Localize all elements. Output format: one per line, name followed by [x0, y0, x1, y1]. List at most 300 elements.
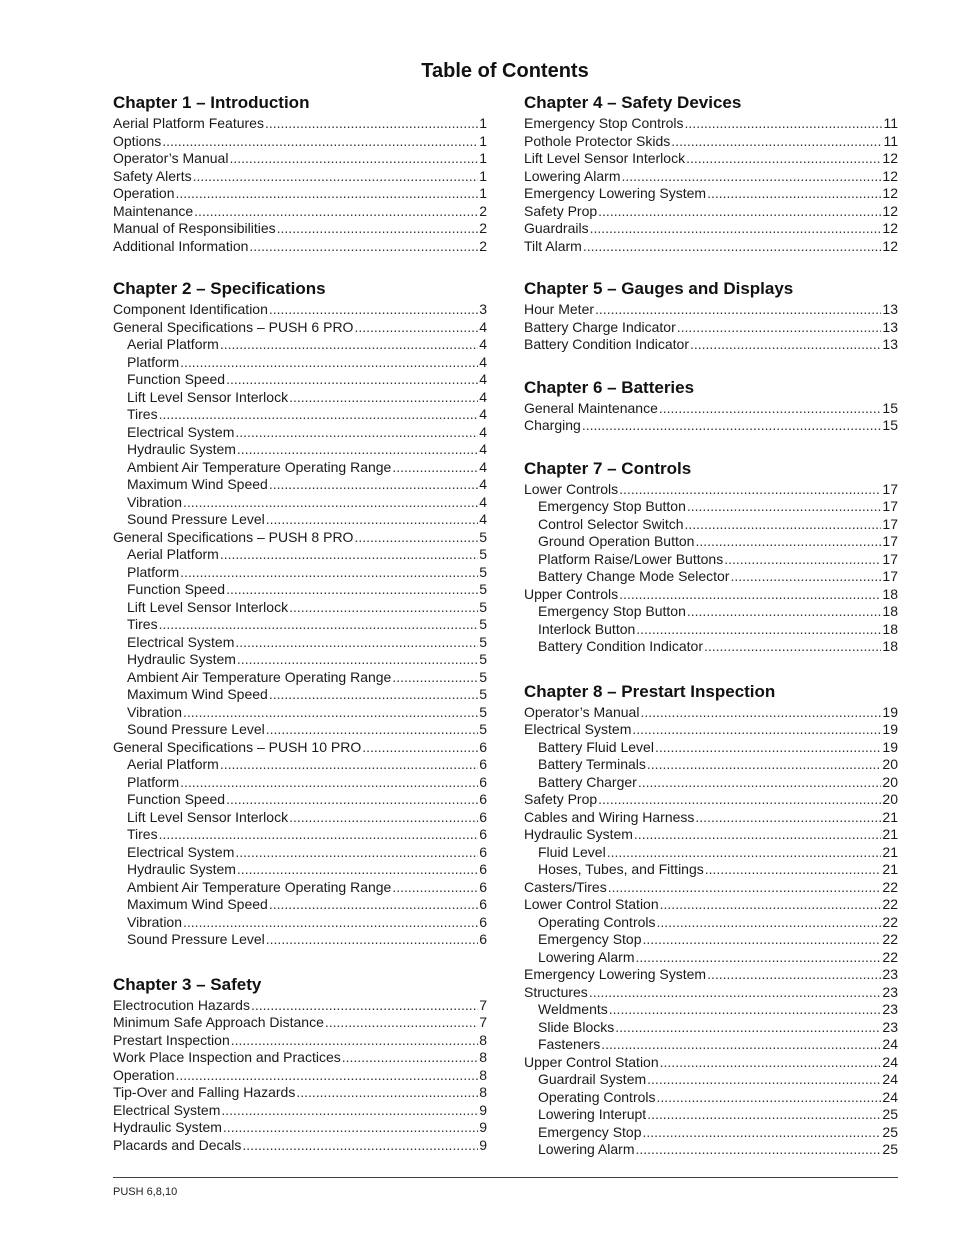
chapter-heading[interactable]: Chapter 3 – Safety — [113, 974, 262, 994]
toc-entry[interactable] — [113, 1014, 487, 1032]
toc-subentry[interactable] — [113, 861, 487, 879]
toc-subentry[interactable] — [113, 441, 487, 459]
toc-subentry[interactable] — [524, 516, 898, 534]
toc-subentry[interactable] — [113, 879, 487, 897]
toc-entry-label: Ground Operation Button — [538, 533, 695, 549]
chapter-heading[interactable]: Chapter 2 – Specifications — [113, 279, 326, 298]
dot-leader — [180, 354, 478, 372]
toc-subentry[interactable] — [524, 533, 898, 551]
toc-subentry[interactable] — [113, 581, 487, 599]
toc-entry[interactable] — [113, 997, 487, 1015]
toc-entry[interactable] — [524, 319, 898, 337]
toc-entry-label: Function Speed — [127, 371, 226, 387]
toc-page-number: 22 — [882, 913, 898, 930]
toc-entry-label: Lowering Alarm — [538, 948, 635, 965]
toc-entry-label: Maximum Wind Speed — [127, 686, 268, 702]
toc-page-number: 18 — [882, 603, 898, 619]
toc-entry[interactable] — [524, 791, 898, 809]
toc-entry-label: Electrocution Hazards — [113, 996, 250, 1013]
toc-subentry[interactable] — [113, 931, 487, 949]
toc-subentry[interactable] — [113, 826, 487, 844]
toc-page-number: 8 — [479, 1084, 487, 1100]
dot-leader — [598, 203, 881, 221]
toc-page-number: 4 — [479, 406, 487, 422]
dot-leader — [289, 809, 478, 827]
toc-entry[interactable] — [113, 1032, 487, 1050]
toc-page-number: 3 — [479, 301, 487, 317]
dot-leader — [601, 1036, 881, 1054]
toc-page-number: 17 — [882, 515, 898, 532]
toc-subentry[interactable] — [524, 621, 898, 639]
toc-subentry[interactable] — [524, 949, 898, 967]
toc-page-number: 20 — [882, 791, 898, 807]
toc-page-number: 18 — [882, 620, 898, 637]
toc-entry[interactable] — [524, 238, 898, 256]
chapter-heading[interactable]: Chapter 6 – Batteries — [524, 377, 695, 397]
toc-entry-label: Fluid Level — [538, 843, 606, 860]
toc-page-number: 2 — [479, 220, 487, 236]
dot-leader — [193, 168, 479, 186]
toc-subentry[interactable] — [524, 603, 898, 621]
toc-entry[interactable] — [113, 133, 487, 151]
dot-leader — [583, 238, 882, 256]
dot-leader — [237, 651, 478, 669]
toc-page-number: 21 — [882, 808, 898, 825]
toc-entry[interactable] — [524, 984, 898, 1002]
toc-page-number: 5 — [479, 703, 487, 720]
toc-entry-label: Component Identification — [113, 301, 268, 317]
toc-page-number: 19 — [882, 738, 898, 755]
dot-leader — [269, 686, 478, 704]
toc-page-number: 5 — [479, 651, 487, 667]
chapter-heading[interactable]: Chapter 1 – Introduction — [113, 93, 310, 112]
toc-page-number: 4 — [479, 458, 487, 475]
dot-leader — [634, 826, 882, 844]
toc-entry-label: Sound Pressure Level — [127, 931, 265, 947]
toc-entry[interactable] — [524, 721, 898, 739]
dot-leader — [632, 721, 881, 739]
dot-leader — [687, 603, 882, 621]
toc-entry-label: Work Place Inspection and Practices — [113, 1049, 341, 1065]
toc-subentry[interactable] — [113, 389, 487, 407]
toc-page-number: 6 — [479, 896, 487, 912]
dot-leader — [249, 238, 478, 256]
dot-leader — [609, 1001, 882, 1019]
toc-entry[interactable] — [524, 896, 898, 914]
dot-leader — [266, 511, 478, 529]
toc-subentry[interactable] — [524, 774, 898, 792]
toc-subentry[interactable] — [524, 1036, 898, 1054]
toc-entry-label: Safety Prop — [524, 791, 598, 807]
toc-entry-label: Emergency Lowering System — [524, 966, 707, 982]
toc-page-number: 8 — [479, 1066, 487, 1083]
toc-subentry[interactable] — [524, 739, 898, 757]
toc-subentry[interactable] — [524, 931, 898, 949]
toc-entry[interactable] — [524, 966, 898, 984]
toc-subentry[interactable] — [113, 756, 487, 774]
toc-subentry[interactable] — [113, 459, 487, 477]
toc-subentry[interactable] — [113, 791, 487, 809]
toc-subentry[interactable] — [113, 844, 487, 862]
dot-leader — [269, 476, 478, 494]
toc-page-number: 24 — [882, 1053, 898, 1070]
dot-leader — [226, 371, 478, 389]
toc-entry[interactable] — [524, 203, 898, 221]
toc-page-number: 11 — [883, 115, 898, 131]
toc-entry-label: Tilt Alarm — [524, 237, 582, 254]
toc-subentry[interactable] — [113, 721, 487, 739]
toc-subentry[interactable] — [524, 756, 898, 774]
toc-subentry[interactable] — [113, 476, 487, 494]
toc-entry[interactable] — [113, 1049, 487, 1067]
toc-entry-label: Battery Terminals — [538, 756, 646, 772]
toc-entry-label: Lift Level Sensor Interlock — [127, 808, 289, 825]
dot-leader — [704, 638, 881, 656]
toc-subentry[interactable] — [524, 1089, 898, 1107]
toc-page-number: 18 — [882, 585, 898, 602]
dot-leader — [615, 1019, 881, 1037]
toc-entry[interactable] — [113, 203, 487, 221]
toc-page-number: 20 — [882, 773, 898, 790]
toc-page-number: 4 — [479, 371, 487, 387]
toc-subentry[interactable] — [113, 634, 487, 652]
toc-entry[interactable] — [524, 168, 898, 186]
toc-subentry[interactable] — [113, 336, 487, 354]
toc-page-number: 7 — [479, 996, 487, 1013]
dot-leader — [659, 400, 882, 418]
toc-subentry[interactable] — [113, 669, 487, 687]
toc-entry-label: Guardrails — [524, 220, 589, 236]
toc-entry-label: Lowering Interupt — [538, 1106, 647, 1122]
toc-entry[interactable] — [524, 879, 898, 897]
toc-entry[interactable] — [113, 1102, 487, 1120]
dot-leader — [647, 756, 882, 774]
toc-entry-label: Emergency Lowering System — [524, 185, 707, 201]
toc-subentry[interactable] — [524, 1106, 898, 1124]
toc-entry-label: Operation — [113, 185, 175, 201]
toc-entry-label: Minimum Safe Approach Distance — [113, 1014, 324, 1030]
toc-page-number: 5 — [479, 528, 487, 545]
toc-entry-label: Tip-Over and Falling Hazards — [113, 1084, 296, 1100]
toc-subentry[interactable] — [524, 1019, 898, 1037]
toc-entry-label: Hoses, Tubes, and Fittings — [538, 861, 704, 877]
dot-leader — [159, 616, 479, 634]
toc-page-number: 11 — [883, 132, 898, 149]
toc-page-number: 17 — [882, 550, 898, 567]
toc-page-number: 23 — [882, 966, 898, 982]
toc-page-number: 9 — [479, 1136, 487, 1153]
dot-leader — [180, 564, 478, 582]
toc-entry[interactable] — [524, 185, 898, 203]
dot-leader — [354, 529, 478, 547]
toc-page-number: 15 — [882, 399, 898, 416]
dot-leader — [657, 1089, 882, 1107]
toc-subentry[interactable] — [524, 1124, 898, 1142]
toc-subentry[interactable] — [524, 568, 898, 586]
dot-leader — [183, 704, 478, 722]
toc-page-number: 1 — [479, 115, 487, 131]
toc-entry[interactable] — [113, 238, 487, 256]
toc-subentry[interactable] — [113, 914, 487, 932]
toc-page-number: 4 — [479, 441, 487, 457]
chapter-heading[interactable]: Chapter 4 – Safety Devices — [524, 93, 742, 112]
toc-page-number: 12 — [882, 185, 898, 201]
dot-leader — [686, 150, 881, 168]
toc-page-number: 6 — [479, 931, 487, 947]
toc-entry-label: Electrical System — [127, 843, 235, 860]
toc-entry-label: General Maintenance — [524, 399, 658, 416]
dot-leader — [231, 1032, 478, 1050]
chapter-heading[interactable]: Chapter 8 – Prestart Inspection — [524, 681, 776, 701]
toc-entry[interactable] — [524, 336, 898, 354]
dot-leader — [724, 551, 881, 569]
toc-entry-label: Charging — [524, 417, 581, 433]
toc-entry[interactable] — [113, 739, 487, 757]
toc-subentry[interactable] — [113, 896, 487, 914]
dot-leader — [235, 424, 478, 442]
toc-entry-label: Upper Control Station — [524, 1053, 659, 1070]
toc-entry[interactable] — [524, 417, 898, 435]
toc-entry-label: Sound Pressure Level — [127, 721, 265, 737]
toc-page-number: 12 — [882, 202, 898, 219]
toc-page-number: 5 — [479, 546, 487, 562]
toc-subentry[interactable] — [113, 651, 487, 669]
toc-page-number: 4 — [479, 476, 487, 492]
page-title: Table of Contents — [421, 60, 589, 82]
toc-entry[interactable] — [113, 185, 487, 203]
toc-page-number: 4 — [479, 353, 487, 370]
toc-page-number: 6 — [479, 738, 487, 755]
toc-entry[interactable] — [113, 1119, 487, 1137]
toc-entry-label: Casters/Tires — [524, 878, 607, 895]
toc-page-number: 8 — [479, 1049, 487, 1065]
toc-entry-label: General Specifications – PUSH 8 PRO — [113, 528, 354, 545]
toc-entry[interactable] — [524, 1054, 898, 1072]
toc-subentry[interactable] — [524, 638, 898, 656]
toc-page-number: 6 — [479, 913, 487, 930]
toc-entry[interactable] — [113, 168, 487, 186]
toc-entry[interactable] — [524, 400, 898, 418]
toc-page-number: 4 — [479, 336, 487, 352]
toc-page-number: 4 — [479, 493, 487, 510]
dot-leader — [636, 949, 882, 967]
toc-page-number: 13 — [882, 318, 898, 335]
toc-entry[interactable] — [524, 133, 898, 151]
toc-page-number: 20 — [882, 756, 898, 772]
toc-entry-label: General Specifications – PUSH 6 PRO — [113, 318, 354, 335]
toc-entry-label: Aerial Platform Features — [113, 115, 264, 131]
toc-subentry[interactable] — [113, 809, 487, 827]
chapter-heading[interactable]: Chapter 5 – Gauges and Displays — [524, 279, 794, 298]
dot-leader — [159, 406, 479, 424]
toc-page-number: 5 — [479, 686, 487, 702]
toc-entry-label: Cables and Wiring Harness — [524, 808, 695, 825]
dot-leader — [194, 203, 478, 221]
toc-page-number: 19 — [882, 703, 898, 720]
toc-entry-label: Battery Condition Indicator — [538, 638, 703, 654]
dot-leader — [266, 721, 478, 739]
toc-subentry[interactable] — [524, 551, 898, 569]
toc-entry[interactable] — [113, 529, 487, 547]
toc-entry-label: General Specifications – PUSH 10 PRO — [113, 738, 362, 755]
toc-entry[interactable] — [524, 115, 898, 133]
toc-entry[interactable] — [113, 1067, 487, 1085]
toc-entry-label: Function Speed — [127, 791, 226, 807]
dot-leader — [643, 931, 882, 949]
toc-page-number: 12 — [882, 167, 898, 184]
toc-subentry[interactable] — [524, 914, 898, 932]
toc-subentry[interactable] — [524, 861, 898, 879]
toc-page-number: 17 — [882, 568, 898, 584]
toc-chapter — [524, 376, 898, 435]
toc-entry-label: Placards and Decals — [113, 1136, 242, 1153]
toc-page-number: 1 — [479, 132, 487, 149]
toc-entry-label: Additional Information — [113, 237, 249, 254]
toc-entry-label: Fasteners — [538, 1036, 601, 1052]
dot-leader — [690, 336, 881, 354]
toc-entry-label: Maximum Wind Speed — [127, 896, 268, 912]
toc-subentry[interactable] — [524, 498, 898, 516]
toc-entry-label: Ambient Air Temperature Operating Range — [127, 878, 392, 895]
toc-entry-label: Slide Blocks — [538, 1018, 615, 1035]
toc-entry[interactable] — [113, 150, 487, 168]
toc-entry-label: Vibration — [127, 913, 183, 930]
toc-entry-label: Safety Alerts — [113, 167, 192, 184]
toc-entry[interactable] — [113, 220, 487, 238]
toc-entry-label: Electrical System — [127, 423, 235, 440]
dot-leader — [622, 168, 882, 186]
toc-subentry[interactable] — [113, 704, 487, 722]
toc-left-column — [113, 91, 487, 1154]
toc-entry-label: Battery Fluid Level — [538, 738, 654, 755]
toc-subentry[interactable] — [524, 1071, 898, 1089]
toc-subentry[interactable] — [524, 844, 898, 862]
toc-page-number: 5 — [479, 598, 487, 615]
toc-subentry[interactable] — [524, 1001, 898, 1019]
toc-entry-label: Platform — [127, 353, 180, 370]
dot-leader — [685, 516, 882, 534]
dot-leader — [226, 581, 478, 599]
toc-entry-label: Tires — [127, 826, 158, 842]
dot-leader — [647, 1106, 881, 1124]
toc-page-number: 12 — [882, 220, 898, 236]
toc-entry[interactable] — [113, 1084, 487, 1102]
dot-leader — [590, 220, 882, 238]
toc-subentry[interactable] — [113, 686, 487, 704]
toc-subentry[interactable] — [113, 371, 487, 389]
toc-entry-label: Platform — [127, 563, 180, 580]
toc-entry[interactable] — [524, 301, 898, 319]
toc-entry-label: Ambient Air Temperature Operating Range — [127, 668, 392, 685]
toc-entry-label: Guardrail System — [538, 1071, 647, 1087]
dot-leader — [362, 739, 478, 757]
toc-page-number: 15 — [882, 417, 898, 433]
toc-entry[interactable] — [524, 826, 898, 844]
dot-leader — [595, 301, 881, 319]
toc-entry-label: Battery Charge Indicator — [524, 318, 676, 335]
toc-entry-label: Safety Prop — [524, 202, 598, 219]
toc-subentry[interactable] — [113, 494, 487, 512]
toc-entry[interactable] — [113, 301, 487, 319]
toc-entry[interactable] — [524, 809, 898, 827]
toc-page-number: 24 — [882, 1036, 898, 1052]
toc-subentry[interactable] — [113, 406, 487, 424]
toc-entry-label: Hydraulic System — [127, 441, 236, 457]
toc-entry-label: Structures — [524, 983, 588, 1000]
dot-leader — [265, 115, 478, 133]
dot-leader — [705, 861, 882, 879]
dot-leader — [619, 586, 881, 604]
toc-chapter — [113, 277, 487, 949]
toc-page-number: 19 — [882, 721, 898, 737]
toc-subentry[interactable] — [524, 1141, 898, 1159]
toc-page-number: 24 — [882, 1071, 898, 1087]
toc-right-column — [524, 91, 898, 1159]
toc-entry[interactable] — [113, 115, 487, 133]
toc-subentry[interactable] — [113, 546, 487, 564]
toc-subentry[interactable] — [113, 616, 487, 634]
toc-entry-label: Aerial Platform — [127, 336, 219, 352]
toc-page-number: 1 — [479, 185, 487, 201]
toc-subentry[interactable] — [113, 511, 487, 529]
dot-leader — [220, 336, 478, 354]
dot-leader — [159, 826, 479, 844]
toc-page-number: 25 — [882, 1141, 898, 1157]
toc-chapter — [113, 91, 487, 255]
toc-entry-label: Manual of Responsibilities — [113, 220, 276, 236]
dot-leader — [671, 133, 882, 151]
toc-entry[interactable] — [524, 481, 898, 499]
toc-entry-label: Platform — [127, 773, 180, 790]
toc-subentry[interactable] — [113, 774, 487, 792]
toc-entry[interactable] — [113, 319, 487, 337]
toc-subentry[interactable] — [113, 354, 487, 372]
toc-entry[interactable] — [113, 1137, 487, 1155]
toc-entry-label: Interlock Button — [538, 620, 636, 637]
toc-entry-label: Operating Controls — [538, 913, 656, 930]
toc-page-number: 12 — [882, 150, 898, 166]
toc-page-number: 13 — [882, 301, 898, 317]
toc-chapter — [524, 680, 898, 1159]
toc-subentry[interactable] — [113, 424, 487, 442]
toc-entry-label: Weldments — [538, 1001, 608, 1017]
toc-entry[interactable] — [524, 150, 898, 168]
dot-leader — [277, 220, 479, 238]
toc-entry[interactable] — [524, 586, 898, 604]
dot-leader — [707, 185, 881, 203]
dot-leader — [220, 756, 478, 774]
toc-subentry[interactable] — [113, 599, 487, 617]
toc-entry-label: Operator’s Manual — [113, 150, 229, 166]
dot-leader — [695, 809, 881, 827]
toc-entry[interactable] — [524, 704, 898, 722]
toc-subentry[interactable] — [113, 564, 487, 582]
toc-entry-label: Lower Control Station — [524, 896, 659, 912]
toc-page-number: 4 — [479, 423, 487, 440]
toc-page-number: 12 — [882, 237, 898, 254]
dot-leader — [226, 791, 478, 809]
chapter-heading[interactable]: Chapter 7 – Controls — [524, 458, 692, 478]
toc-entry-label: Pothole Protector Skids — [524, 132, 671, 149]
dot-leader — [608, 879, 882, 897]
toc-page-number: 17 — [882, 533, 898, 549]
dot-leader — [237, 861, 478, 879]
toc-entry-label: Vibration — [127, 703, 183, 720]
dot-leader — [289, 599, 478, 617]
toc-page-number: 9 — [479, 1101, 487, 1118]
toc-entry[interactable] — [524, 220, 898, 238]
toc-entry-label: Tires — [127, 616, 158, 632]
